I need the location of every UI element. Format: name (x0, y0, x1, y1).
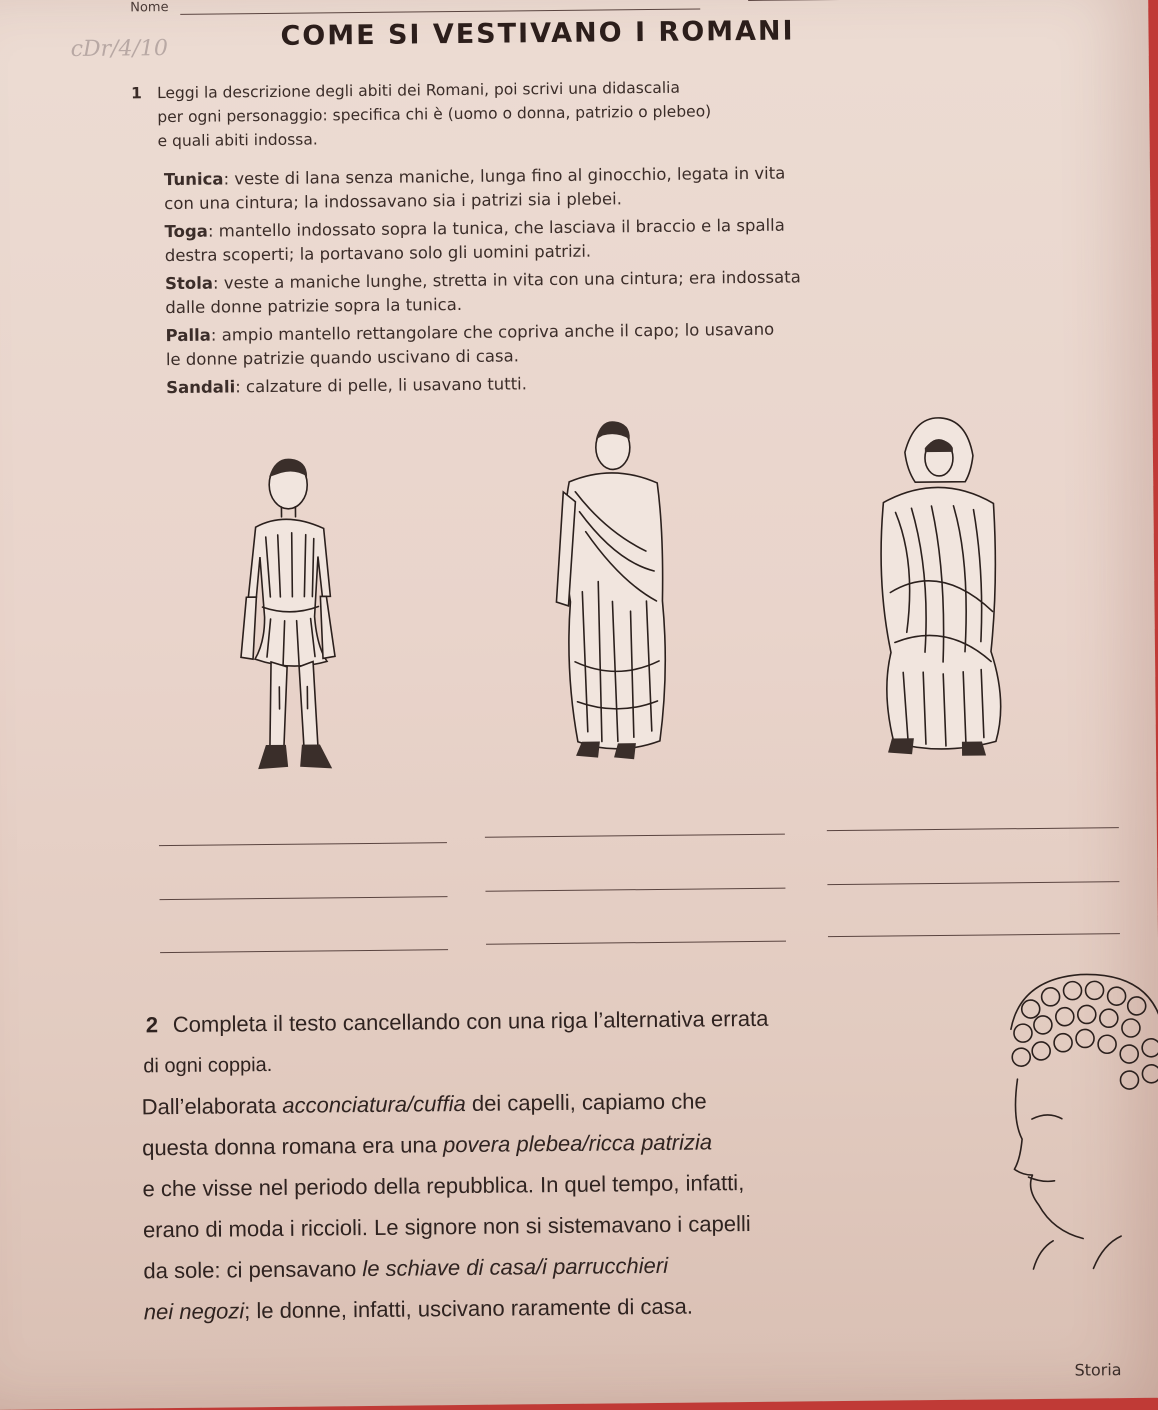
definition-tunica (164, 164, 786, 190)
exercise2-instruction-line: di ogni coppia. (143, 1054, 272, 1078)
paragraph-line (143, 1253, 668, 1284)
paragraph-text: da sole: ci pensavano (143, 1256, 362, 1283)
paragraph-line (143, 1211, 751, 1243)
term-sandali: Sandali (166, 377, 235, 397)
paragraph-line (142, 1088, 707, 1120)
paragraph-text: erano di moda i riccioli. Le signore non si sistemavano i capelli (143, 1211, 751, 1242)
caption-line-figure1[interactable] (159, 842, 447, 846)
caption-line-figure2[interactable] (485, 888, 785, 892)
paragraph-line (142, 1129, 712, 1161)
paragraph-line (142, 1170, 744, 1202)
alternative-choice[interactable]: le schiave di casa/i parrucchieri (362, 1253, 668, 1281)
paragraph-text: e che visse nel periodo della repubblica. In quel tempo, infatti, (142, 1170, 744, 1201)
caption-line-figure3[interactable] (828, 933, 1120, 937)
term-stola: Stola (165, 274, 213, 294)
definition-text: : calzature di pelle, li usavano tutti. (235, 374, 527, 396)
definition-text: dalle donne patrizie sopra la tunica. (165, 295, 462, 317)
paragraph-text: Dall’elaborata (142, 1093, 283, 1119)
definition-text: con una cintura; la indossavano sia i patrizi sia i plebei. (164, 189, 622, 213)
definition-text: destra scoperti; la portavano solo gli uomini patrizi. (165, 242, 592, 265)
woman-in-stola-palla-illustration (864, 411, 1018, 763)
exercise2-instruction-line: Completa il testo cancellando con una riga l’alternativa errata (173, 1006, 769, 1038)
footer-subject: Storia (1074, 1360, 1121, 1379)
exercise1-instruction-line: e quali abiti indossa. (157, 130, 317, 150)
paragraph-text: ; le donne, infatti, uscivano raramente di casa. (244, 1294, 693, 1324)
term-toga: Toga (164, 222, 208, 241)
caption-line-figure1[interactable] (160, 896, 448, 900)
term-palla: Palla (166, 326, 211, 345)
exercise1-instruction-line: per ogni personaggio: specifica chi è (uomo o donna, patrizio o plebeo) (157, 102, 711, 126)
definition-sandali (166, 374, 527, 397)
definition-text: : veste a maniche lunghe, stretta in vita con una cintura; era indossata (213, 267, 801, 292)
woman-curly-hair-portrait (990, 968, 1158, 1300)
definition-text: : ampio mantello rettangolare che copriva anche il capo; lo usavano (211, 320, 775, 345)
definition-stola (165, 267, 801, 293)
name-line (180, 8, 700, 14)
caption-line-figure3[interactable] (827, 881, 1119, 885)
man-in-toga-illustration (544, 411, 688, 772)
date-line (748, 0, 948, 1)
paragraph-text: questa donna romana era una (142, 1132, 443, 1160)
exercise2-number: 2 (146, 1012, 159, 1038)
definition-text: le donne patrizie quando uscivano di casa. (166, 346, 519, 369)
definition-palla (166, 320, 775, 345)
name-label: Nome (130, 0, 168, 15)
caption-line-figure2[interactable] (485, 834, 785, 838)
alternative-choice[interactable]: povera plebea/ricca patrizia (443, 1129, 712, 1157)
term-tunica: Tunica (164, 169, 224, 189)
caption-line-figure2[interactable] (486, 941, 786, 945)
alternative-choice[interactable]: acconciatura/cuffia (282, 1091, 466, 1118)
caption-line-figure3[interactable] (827, 827, 1119, 831)
handwritten-note: cDr/4/10 (70, 36, 168, 62)
exercise1-instruction-line: Leggi la descrizione degli abiti dei Romani, poi scrivi una didascalia (157, 79, 680, 102)
man-in-tunic-illustration (225, 446, 359, 797)
definition-toga (164, 216, 784, 241)
paragraph-line (144, 1294, 693, 1326)
alternative-choice[interactable]: nei negozi (144, 1298, 245, 1324)
paragraph-text: dei capelli, capiamo che (466, 1088, 707, 1116)
caption-line-figure1[interactable] (160, 949, 448, 953)
definition-text: : mantello indossato sopra la tunica, che lasciava il braccio e la spalla (208, 216, 785, 241)
page-title: COME SI VESTIVANO I ROMANI (280, 15, 794, 51)
exercise1-number: 1 (131, 84, 142, 102)
definition-text: : veste di lana senza maniche, lunga fino al ginocchio, legata in vita (223, 164, 785, 189)
